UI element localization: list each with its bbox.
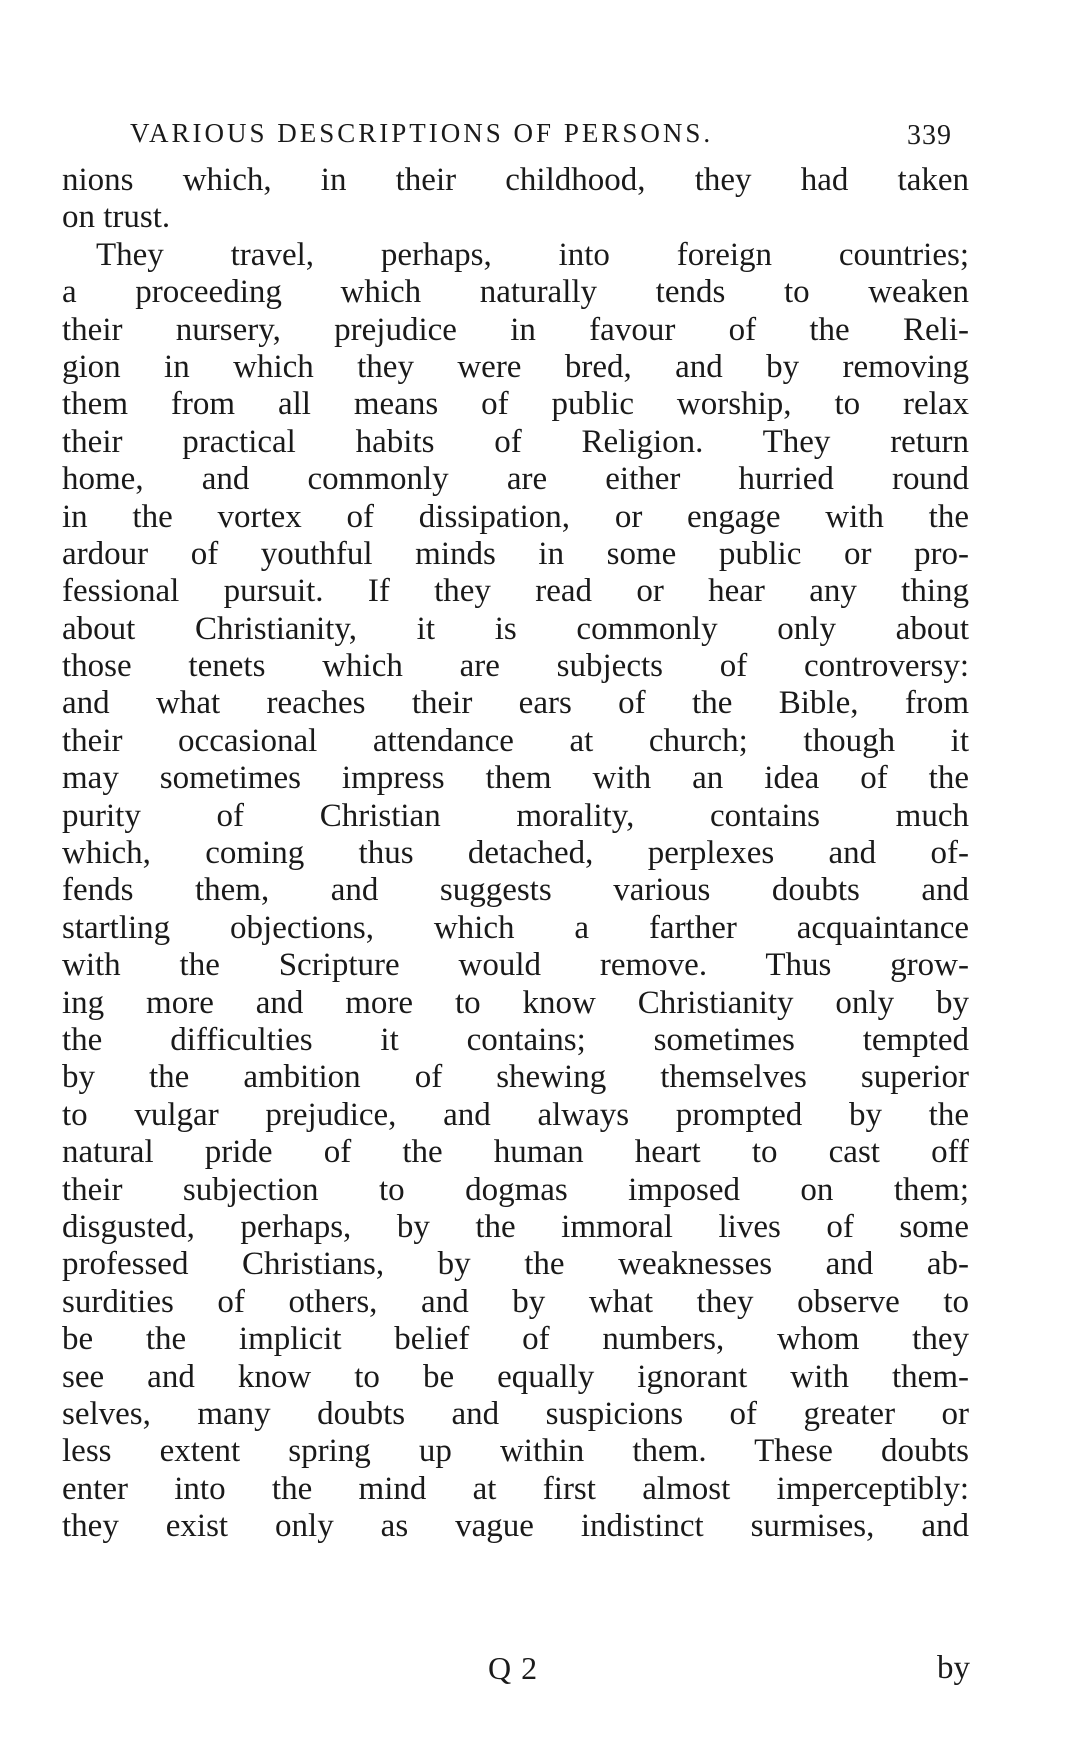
text-line: them from all means of public worship, to relax xyxy=(62,386,969,423)
text-line: natural pride of the human heart to cast off xyxy=(62,1134,969,1171)
text-line: nions which, in their childhood, they had taken xyxy=(62,162,969,198)
body-text xyxy=(62,162,969,1545)
text-line: their nursery, prejudice in favour of the Reli- xyxy=(62,311,969,348)
paragraph-first-line: They travel, perhaps, into foreign countries; xyxy=(96,236,969,273)
text-line: with the Scripture would remove. Thus grow- xyxy=(62,947,969,984)
text-line: ardour of youthful minds in some public or pro- xyxy=(62,535,969,572)
text-line: about Christianity, it is commonly only about xyxy=(62,610,969,647)
text-line: may sometimes impress them with an idea of the xyxy=(62,760,969,797)
text-line: those tenets which are subjects of controversy: xyxy=(62,648,969,685)
text-line: professed Christians, by the weaknesses and ab- xyxy=(62,1246,969,1283)
page-number: 339 xyxy=(907,120,952,151)
text-line: selves, many doubts and suspicions of greater or xyxy=(62,1395,969,1432)
running-title: VARIOUS DESCRIPTIONS OF PERSONS. xyxy=(130,118,714,148)
text-line: disgusted, perhaps, by the immoral lives of some xyxy=(62,1208,969,1245)
text-line: fends them, and suggests various doubts and xyxy=(62,872,969,909)
text-line: and what reaches their ears of the Bible, from xyxy=(62,685,969,722)
text-line: their practical habits of Religion. They return xyxy=(62,423,969,460)
text-line: less extent spring up within them. These doubts xyxy=(62,1433,969,1470)
text-line: by the ambition of shewing themselves superior xyxy=(62,1059,969,1096)
text-line: gion in which they were bred, and by removing xyxy=(62,348,969,385)
text-line: fessional pursuit. If they read or hear any thing xyxy=(62,573,969,610)
text-line: to vulgar prejudice, and always prompted by the xyxy=(62,1096,969,1133)
text-line: a proceeding which naturally tends to weaken xyxy=(62,274,969,311)
text-line: surdities of others, and by what they observe to xyxy=(62,1283,969,1320)
text-line: they exist only as vague indistinct surmises, and xyxy=(62,1508,969,1545)
text-line: be the implicit belief of numbers, whom they xyxy=(62,1321,969,1358)
text-line: in the vortex of dissipation, or engage with the xyxy=(62,498,969,535)
text-line: ing more and more to know Christianity only by xyxy=(62,984,969,1021)
text-line: purity of Christian morality, contains much xyxy=(62,797,969,834)
catchword: by xyxy=(937,1650,970,1686)
text-line: their occasional attendance at church; though it xyxy=(62,722,969,759)
running-head xyxy=(130,118,970,158)
text-line: home, and commonly are either hurried round xyxy=(62,461,969,498)
text-line: the difficulties it contains; sometimes tempted xyxy=(62,1021,969,1058)
text-line: their subjection to dogmas imposed on them; xyxy=(62,1171,969,1208)
text-line: enter into the mind at first almost imperceptibly: xyxy=(62,1470,969,1507)
signature-mark: Q 2 xyxy=(488,1650,539,1686)
text-line: which, coming thus detached, perplexes and of- xyxy=(62,835,969,872)
text-line: see and know to be equally ignorant with them- xyxy=(62,1358,969,1395)
text-line: startling objections, which a farther acquaintance xyxy=(62,909,969,946)
text-line: on trust. xyxy=(62,199,171,236)
